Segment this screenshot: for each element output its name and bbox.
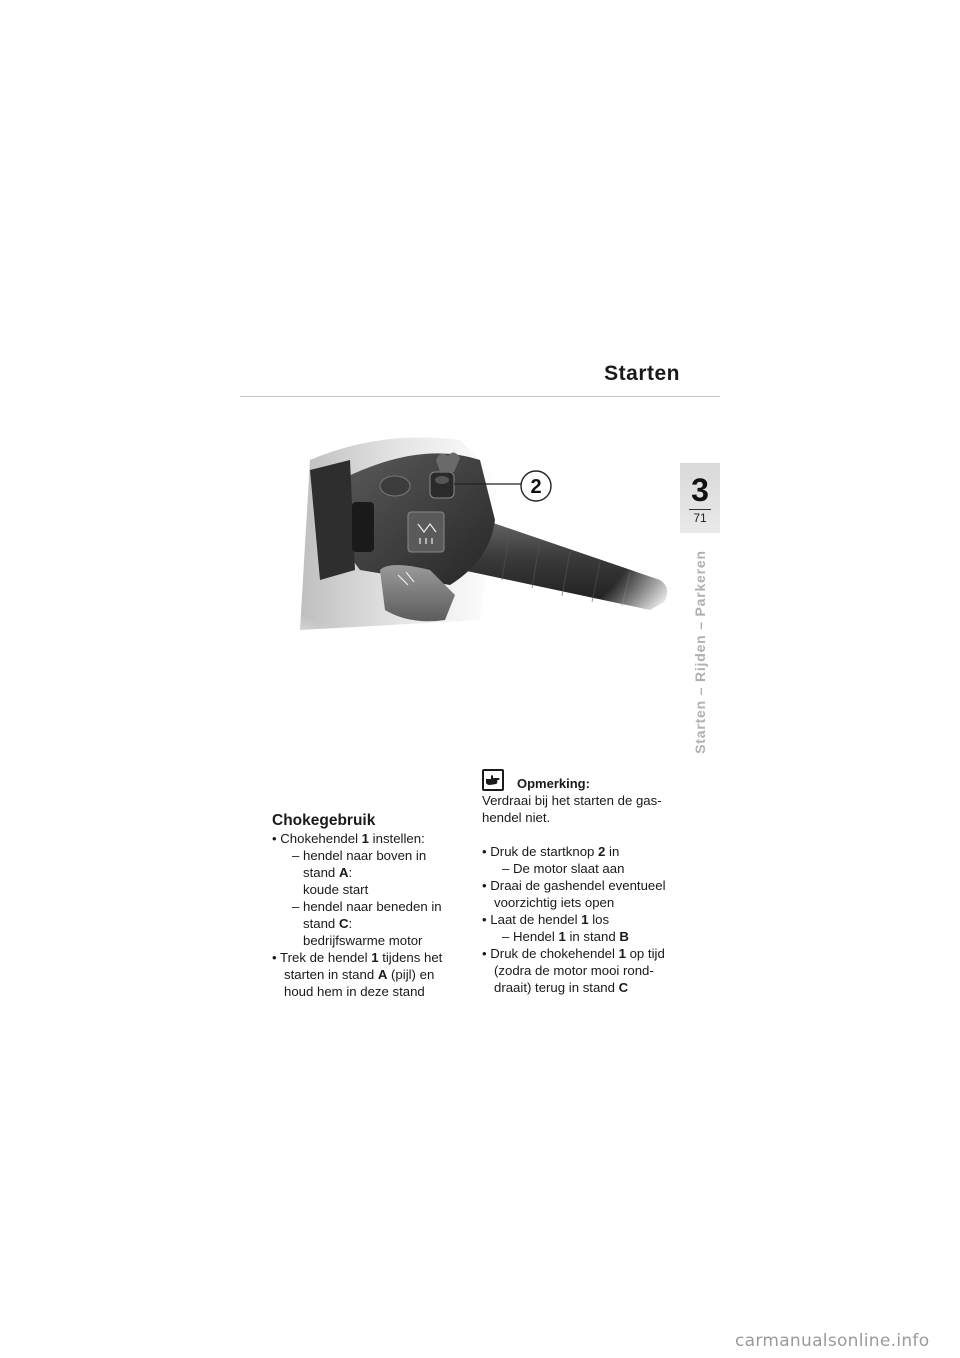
list-item: – hendel naar beneden in <box>292 899 442 914</box>
list-item: • Druk de startknop 2 in <box>482 844 620 859</box>
list-item: • Laat de hendel 1 los <box>482 912 610 927</box>
list-item: bedrijfswarme motor <box>303 933 423 948</box>
chapter-side-label: Starten – Rijden – Parkeren <box>692 550 708 754</box>
chapter-divider <box>689 509 711 510</box>
list-item: (zodra de motor mooi rond- <box>494 963 654 978</box>
handlebar-switch-photo <box>240 420 680 670</box>
list-item: voorzichtig iets open <box>494 895 615 910</box>
list-item: koude start <box>303 882 369 897</box>
list-item: stand C: <box>303 916 353 931</box>
page-number: 71 <box>693 511 707 525</box>
list-item: draait) terug in stand C <box>494 980 629 995</box>
footer-watermark: carmanualsonline.info <box>735 1331 930 1351</box>
list-item: • Druk de chokehendel 1 op tijd <box>482 946 665 961</box>
list-item: starten in stand A (pijl) en <box>284 967 435 982</box>
note-text: Verdraai bij het starten de gas- <box>482 793 662 808</box>
list-item: • Chokehendel 1 instellen: <box>272 831 425 846</box>
list-item: • Trek de hendel 1 tijdens het <box>272 950 443 965</box>
header-divider <box>240 396 720 397</box>
list-item: stand A: <box>303 865 353 880</box>
note-label: Opmerking: <box>517 776 590 791</box>
left-column <box>272 812 472 1000</box>
note-hand-icon <box>482 769 504 791</box>
note-header <box>482 762 682 792</box>
right-column <box>482 762 682 996</box>
page-title: Starten <box>604 362 680 385</box>
chapter-number: 3 <box>691 472 709 508</box>
list-item: • Draai de gashendel eventueel <box>482 878 666 893</box>
list-item: – Hendel 1 in stand B <box>502 929 629 944</box>
note-text: hendel niet. <box>482 810 551 825</box>
list-item: – hendel naar boven in <box>292 848 427 863</box>
list-item: houd hem in deze stand <box>284 984 425 999</box>
list-item: – De motor slaat aan <box>502 861 625 876</box>
section-heading-chokegebruik: Chokegebruik <box>272 812 376 829</box>
chapter-tab <box>680 463 720 533</box>
